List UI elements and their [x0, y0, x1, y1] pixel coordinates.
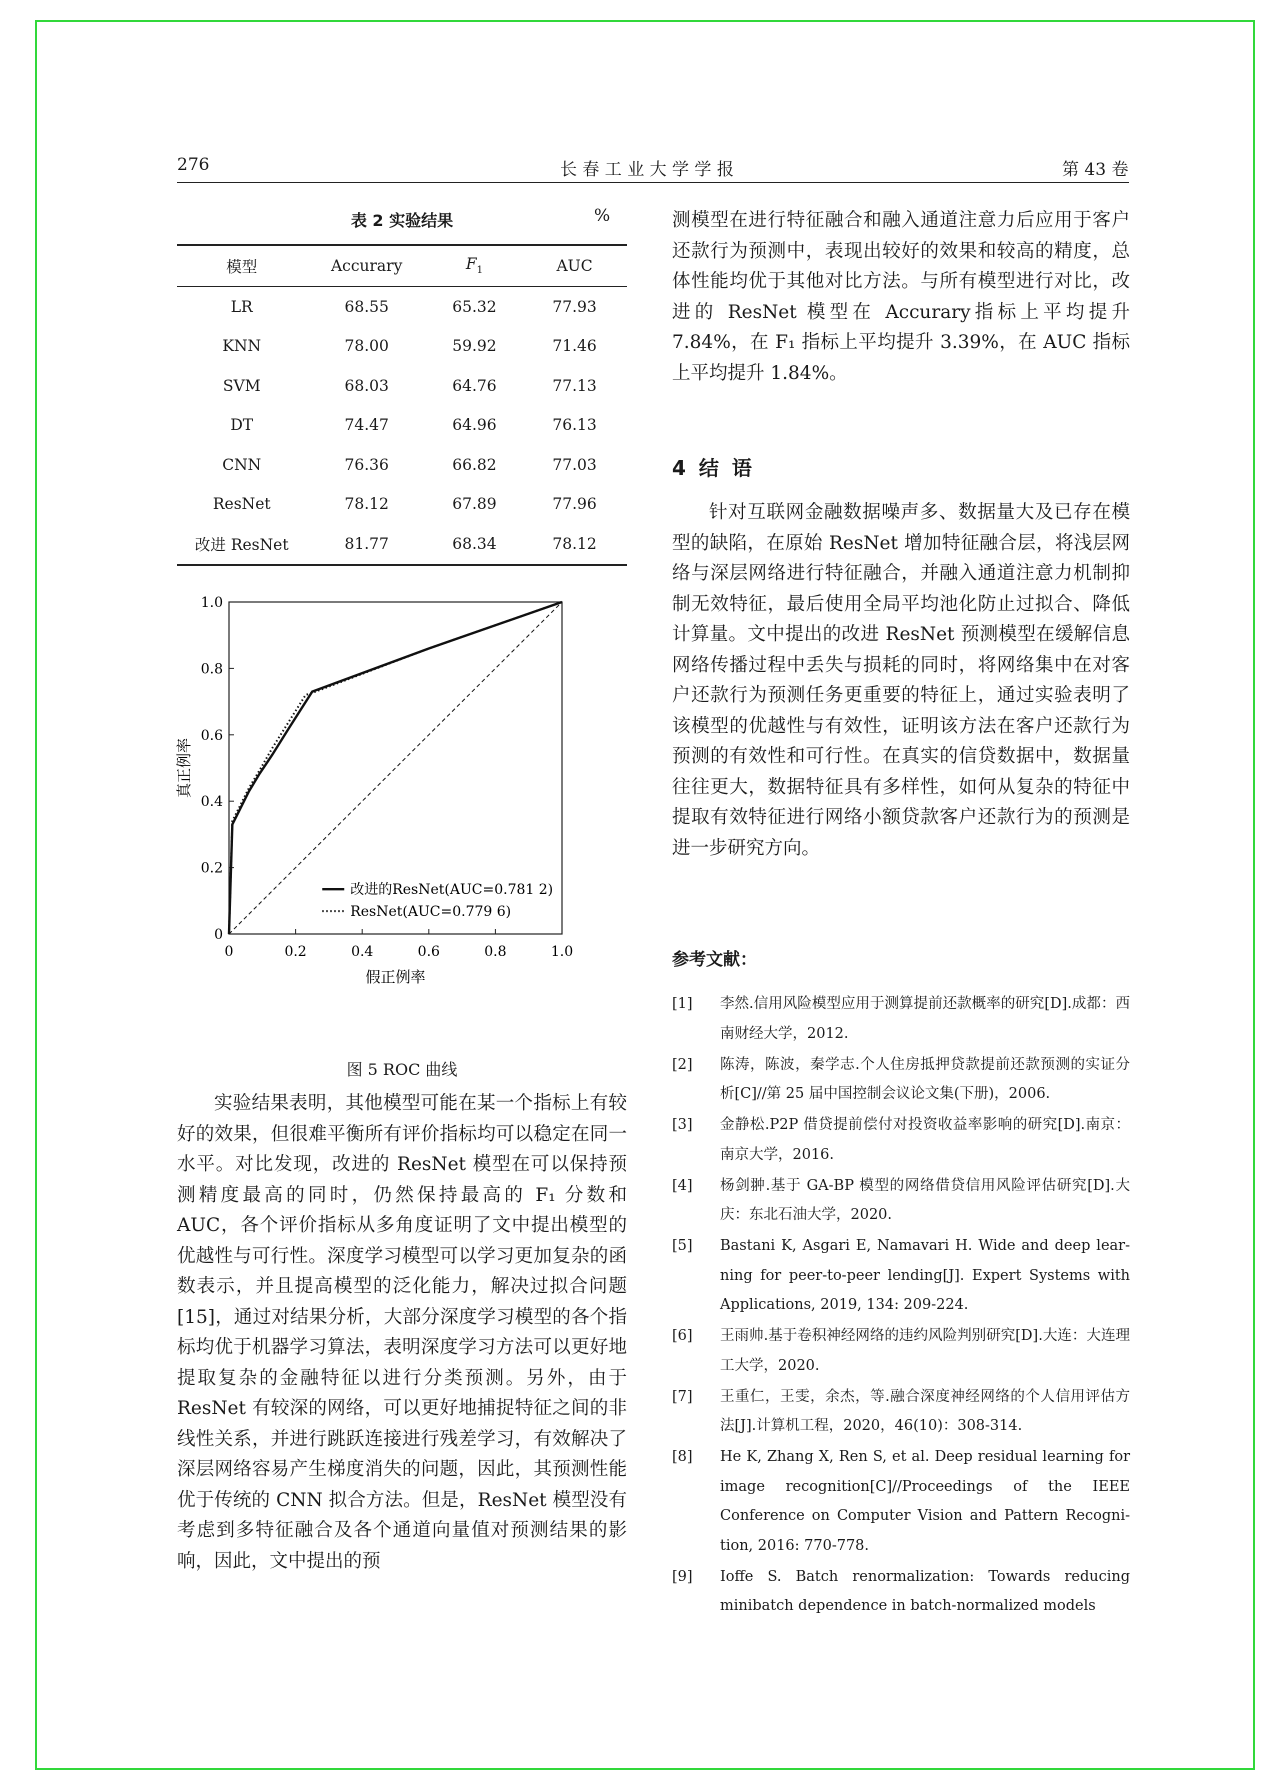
table-unit: %	[594, 206, 611, 226]
x-tick-label: 0	[224, 944, 234, 960]
reference-text: 陈涛，陈波，秦学志.个人住房抵押贷款提前还款预测的实证分析[C]//第 25 届中国控制会议论文集(下册)，2006.	[720, 1056, 1130, 1102]
reference-item	[672, 1051, 1130, 1110]
volume-label: 第 43 卷	[1062, 160, 1129, 180]
reference-number: [3]	[672, 1117, 693, 1133]
y-tick-label: 0.4	[200, 794, 223, 811]
reference-text: Ioffe S. Batch renormalization: Towards reducing minibatch dependence in batch-normalized models	[720, 1568, 1130, 1614]
reference-text: 王雨帅.基于卷积神经网络的违约风险判别研究[D].大连：大连理工大学，2020.	[720, 1328, 1130, 1374]
table-cell: 64.96	[452, 416, 497, 435]
table-cell: 68.03	[344, 376, 389, 395]
col-f1	[427, 245, 522, 287]
references-list	[672, 990, 1130, 1623]
table-row	[177, 524, 627, 565]
reference-number: [4]	[672, 1177, 693, 1194]
table-cell: 71.46	[552, 337, 597, 356]
reference-item	[672, 1383, 1130, 1442]
reference-item	[672, 1443, 1130, 1561]
x-tick-label: 0.6	[417, 944, 440, 960]
x-tick-label: 0.2	[284, 944, 307, 960]
table-cell: LR	[230, 297, 253, 316]
reference-text: 金静松.P2P 借贷提前偿付对投资收益率影响的研究[D].南京：南京大学，2016.	[720, 1117, 1130, 1163]
right-paragraph-2: 针对互联网金融数据噪声多、数据量大及已存在模型的缺陷，在原始 ResNet 增加特征融合层，将浅层网络与深层网络进行特征融合，并融入通道注意力机制抑制无效特征，最后使用全局平均池化防止过拟合、降低计算量。文中提出的改进 ResNet 预测模型在缓解信息网络传播过程中丢失与损耗的同时，将网络集中在对客户还款行为预测任务更重要的特征上，通过实验表明了该模型的优越性与有效性，证明该方法在客户还款行为预测的有效性和可行性。在真实的信贷数据中，数据量往往更大，数据特征具有多样性，如何从复杂的特征中提取有效特征进行网络小额贷款客户还款行为的预测是进一步研究方向。	[672, 502, 1130, 859]
reference-text: 李然.信用风险模型应用于测算提前还款概率的研究[D].成都：西南财经大学，2012.	[720, 996, 1130, 1042]
page-number: 276	[177, 155, 210, 175]
table-cell: 78.12	[344, 495, 389, 514]
left-paragraph: 实验结果表明，其他模型可能在某一个指标上有较好的效果，但很难平衡所有评价指标均可以稳定在同一水平。对比发现，改进的 ResNet 模型在可以保持预测精度最高的同时，仍然保持最高的 F₁ 分数和 AUC，各个评价指标从多角度证明了文中提出模型的优越性与可行性。深度学习模型可以学习更加复杂的函数表示，并且提高模型的泛化能力，解决过拟合问题[15]，通过对结果分析，大部分深度学习模型的各个指标均优于机器学习算法，表明深度学习方法可以更好地提取复杂的金融特征以进行分类预测。另外，由于 ResNet 有较深的网络，可以更好地捕捉特征之间的非线性关系，并进行跳跃连接进行残差学习，有效解决了深层网络容易产生梯度消失的问题，因此，其预测性能优于传统的 CNN 拟合方法。但是，ResNet 模型没有考虑到多特征融合及各个通道向量值对预测结果的影响，因此，文中提出的预	[177, 1093, 627, 1572]
legend-label: ResNet(AUC=0.779 6)	[350, 904, 512, 921]
table-cell: 74.47	[344, 416, 389, 435]
table-row	[177, 406, 627, 446]
x-tick-label: 1.0	[550, 944, 574, 960]
table-cell: ResNet	[212, 495, 271, 514]
table-row	[177, 287, 627, 327]
table-header-row	[177, 245, 627, 287]
table-cell: CNN	[222, 455, 262, 474]
reference-item	[672, 1172, 1130, 1231]
table-cell: 65.32	[452, 297, 497, 316]
reference-text: 王重仁，王雯，余杰，等.融合深度神经网络的个人信用评估方法[J].计算机工程，2020，46(10)：308-314.	[720, 1388, 1130, 1434]
col-f1-subscript: 1	[476, 265, 483, 277]
reference-item	[672, 1111, 1130, 1170]
col-accuracy: Accurary	[307, 245, 427, 287]
table-body	[177, 287, 627, 565]
table-row	[177, 485, 627, 525]
table-cell: 78.12	[522, 524, 627, 565]
col-auc: AUC	[522, 245, 627, 287]
reference-item	[672, 1232, 1130, 1321]
table-cell: 76.13	[552, 416, 597, 435]
reference-number: [9]	[672, 1568, 693, 1585]
journal-name: 长 春 工 业 大 学 学 报	[560, 160, 734, 180]
reference-text: Bastani K, Asgari E, Namavari H. Wide and deep lear-ning for peer-to-peer lending[J]. Expert Systems with Applications, 2019, 134: 209-224.	[720, 1238, 1130, 1313]
table-cell: 66.82	[452, 455, 497, 474]
reference-item	[672, 1563, 1130, 1622]
table-row	[177, 366, 627, 406]
col-f1-letter: F	[465, 255, 477, 274]
table-cell: 76.36	[344, 455, 389, 474]
header-rule	[177, 182, 1129, 183]
y-tick-label: 0	[214, 927, 223, 943]
reference-number: [2]	[672, 1056, 693, 1073]
references-heading: 参考文献：	[672, 950, 757, 970]
table-cell: 改进 ResNet	[177, 524, 307, 565]
table-cell: 67.89	[452, 495, 497, 514]
reference-text: 杨剑翀.基于 GA-BP 模型的网络借贷信用风险评估研究[D].大庆：东北石油大学，2020.	[720, 1177, 1130, 1223]
reference-number: [7]	[672, 1388, 693, 1405]
legend-label: 改进的ResNet(AUC=0.781 2)	[350, 882, 554, 899]
reference-number: [6]	[672, 1328, 693, 1344]
table-cell: DT	[230, 416, 254, 435]
table-row	[177, 445, 627, 485]
y-tick-label: 1.0	[200, 595, 223, 611]
reference-number: [5]	[672, 1238, 693, 1254]
table-row	[177, 327, 627, 367]
table-cell: 81.77	[307, 524, 427, 565]
y-tick-label: 0.2	[200, 860, 223, 877]
table-cell: 77.93	[552, 297, 597, 316]
col-model: 模型	[177, 245, 307, 287]
table-cell: 68.34	[427, 524, 522, 565]
table-cell: 59.92	[452, 337, 497, 356]
table-cell: 77.03	[552, 455, 597, 474]
x-tick-label: 0.4	[351, 944, 374, 960]
table-cell: KNN	[222, 337, 262, 356]
x-axis-label: 假正例率	[365, 968, 426, 986]
y-tick-label: 0.8	[200, 661, 223, 678]
right-paragraph-1: 测模型在进行特征融合和融入通道注意力后应用于客户还款行为预测中，表现出较好的效果和较高的精度，总体性能均优于其他对比方法。与所有模型进行对比，改进的 ResNet 模型在 Accurary指标上平均提升 7.84%，在 F₁ 指标上平均提升 3.39%，在 AUC 指标上平均提升 1.84%。	[672, 210, 1130, 384]
roc-chart	[177, 590, 627, 1050]
figure-caption: 图 5 ROC 曲线	[346, 1060, 458, 1079]
table-cell: SVM	[222, 376, 261, 395]
table-cell: 77.13	[552, 376, 597, 395]
results-table	[177, 244, 627, 566]
reference-number: [1]	[672, 996, 693, 1012]
y-axis-label: 真正例率	[175, 737, 193, 799]
reference-text: He K, Zhang X, Ren S, et al. Deep residual learning for image recognition[C]//Proceedings of the IEEE Conference on Computer Vision and Pattern Recogni- tion, 2016: 770-778.	[720, 1449, 1130, 1554]
table-cell: 77.96	[552, 495, 597, 514]
table-cell: 68.55	[344, 297, 389, 316]
table-cell: 78.00	[344, 337, 389, 356]
table-cell: 64.76	[452, 376, 497, 395]
section-heading: 4 结 语	[672, 456, 755, 480]
x-tick-label: 0.8	[484, 944, 507, 960]
reference-number: [8]	[672, 1449, 693, 1465]
table-title: 表 2 实验结果	[350, 211, 454, 230]
y-tick-label: 0.6	[200, 727, 223, 744]
reference-item	[672, 1322, 1130, 1381]
reference-item	[672, 990, 1130, 1049]
